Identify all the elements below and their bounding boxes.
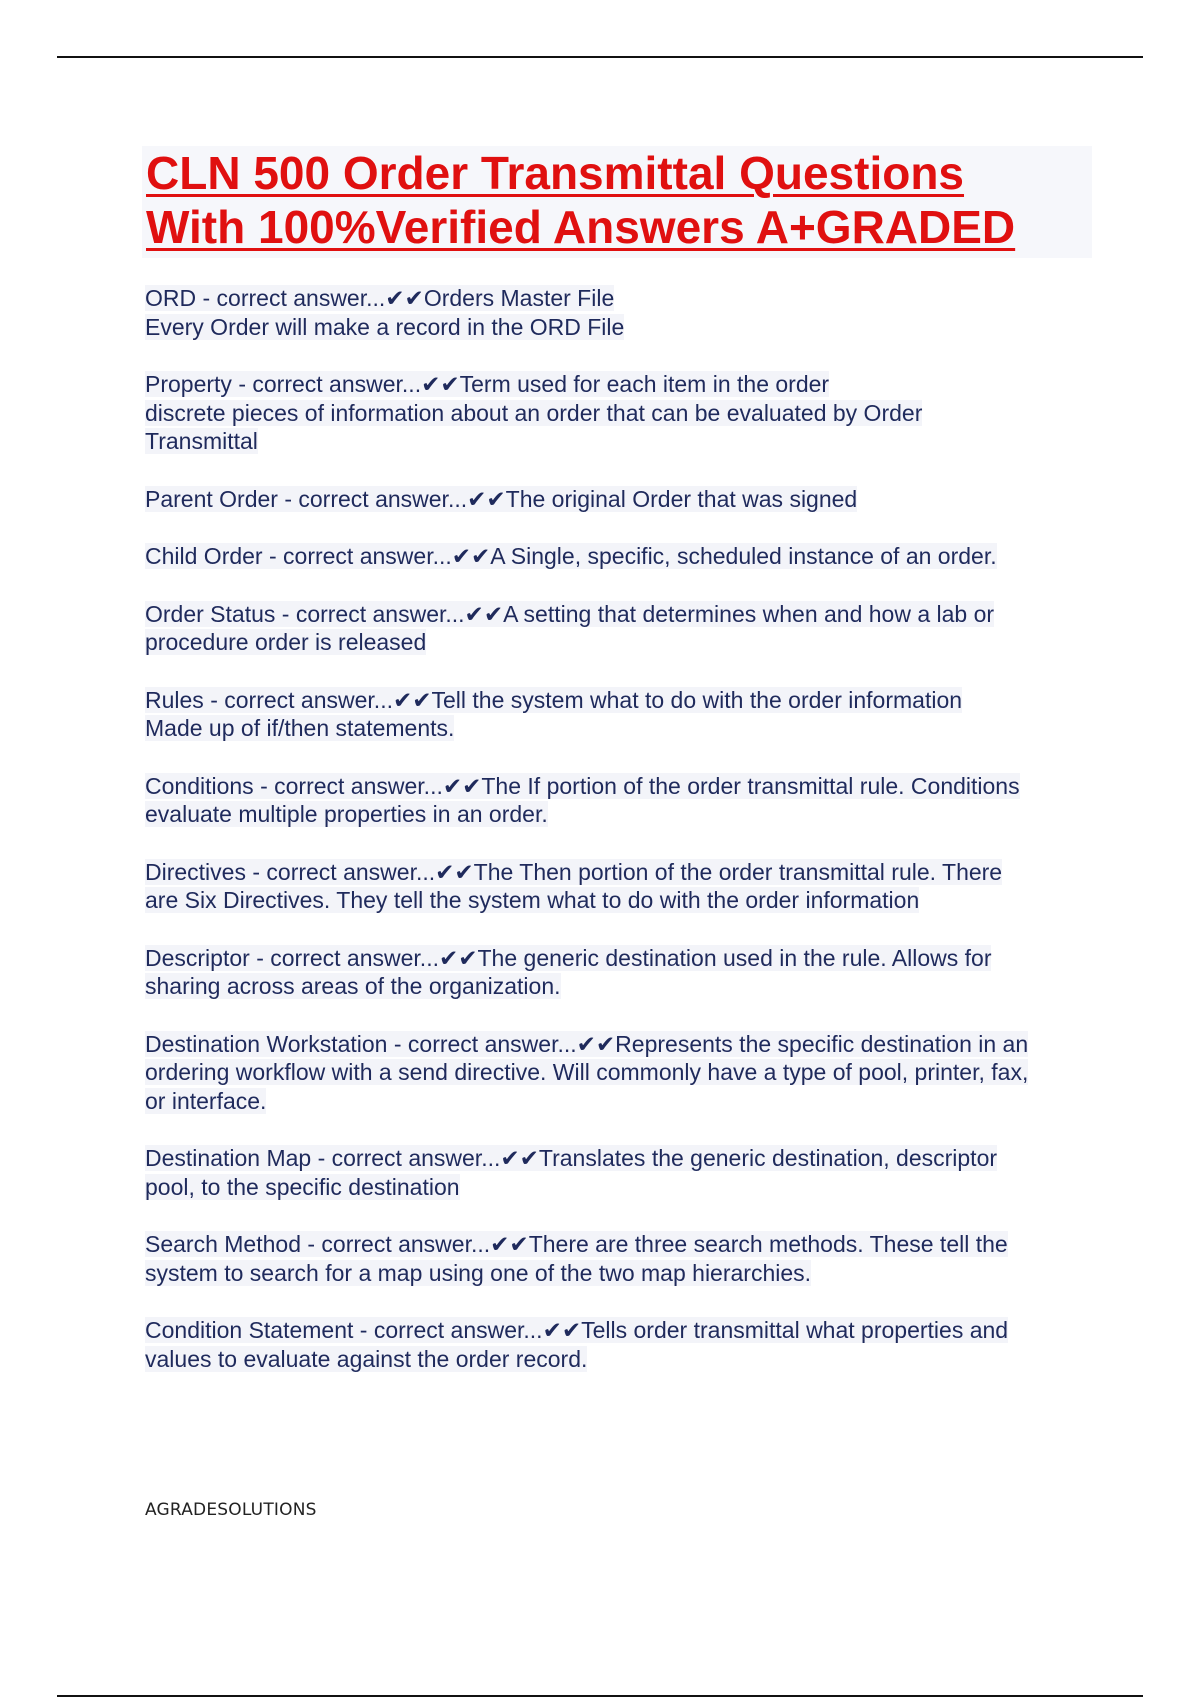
qa-entry [142,284,1102,341]
qa-entry-line [145,313,1102,342]
qa-entry [142,686,1102,743]
qa-entry-text: procedure order is released [145,629,427,655]
qa-entry-line [145,1173,1102,1202]
qa-entry-text: pool, to the specific destination [145,1173,460,1200]
qa-entry [142,772,1102,829]
qa-entry-line [145,886,1102,915]
title-line: With 100%Verified Answers A+GRADED [146,201,1016,253]
qa-entry [142,370,1102,456]
qa-entry [142,542,1102,571]
qa-entry [142,1230,1102,1287]
qa-entry-line [145,628,1102,657]
qa-entry-line [145,944,1102,973]
qa-entry-text: Conditions - correct answer...✔✔The If portion of the order transmittal rule. Conditions [145,772,1020,799]
qa-entry-line [145,1030,1102,1059]
document-title [142,146,1092,258]
qa-entry-line [145,427,1102,456]
qa-entry-line [145,542,1102,571]
qa-entry-text: evaluate multiple properties in an order. [145,801,548,827]
qa-entry-line [145,1144,1102,1173]
qa-entry-text: Condition Statement - correct answer...✔✔Tells order transmittal what properties and [145,1317,1009,1343]
top-divider [57,56,1143,58]
qa-entry-line [145,1316,1102,1345]
qa-entry-text: Rules - correct answer...✔✔Tell the system what to do with the order information [145,686,963,713]
qa-entry [142,1030,1102,1116]
qa-entry-line [145,1345,1102,1374]
qa-entry-text: ORD - correct answer...✔✔Orders Master File [145,285,615,311]
qa-entry-line [145,284,1102,313]
qa-entry [142,485,1102,514]
qa-entry-text: Order Status - correct answer...✔✔A setting that determines when and how a lab or [145,600,995,627]
bottom-divider [57,1695,1143,1697]
qa-entry-text: system to search for a map using one of the two map hierarchies. [145,1259,812,1286]
qa-entry-text: Directives - correct answer...✔✔The Then portion of the order transmittal rule. There [145,858,1003,885]
footer-brand: AGRADESOLUTIONS [145,1500,317,1520]
qa-entry-text: Destination Map - correct answer...✔✔Translates the generic destination, descriptor [145,1145,998,1171]
qa-entry-line [145,370,1102,399]
qa-entry-line [145,1230,1102,1259]
qa-entry-line [145,858,1102,887]
qa-entry-text: Descriptor - correct answer...✔✔The generic destination used in the rule. Allows for [145,944,992,971]
qa-entry-line [145,686,1102,715]
qa-entry-text: Every Order will make a record in the ORD File [145,313,625,340]
qa-entry-line [145,772,1102,801]
qa-entry-text: Parent Order - correct answer...✔✔The original Order that was signed [145,485,858,512]
qa-entry-line [145,972,1102,1001]
qa-entry-line [145,1087,1102,1116]
qa-entry [142,944,1102,1001]
qa-entry-text: values to evaluate against the order record. [145,1345,588,1372]
qa-entry-line [145,1058,1102,1087]
qa-entry-text: Child Order - correct answer...✔✔A Single, specific, scheduled instance of an order. [145,543,997,569]
qa-entry-text: Destination Workstation - correct answer...✔✔Represents the specific destination in an [145,1030,1029,1057]
qa-entry-line [145,485,1102,514]
qa-entry-line [145,1259,1102,1288]
qa-list [142,284,1102,1402]
qa-entry-line [145,800,1102,829]
qa-entry-text: Property - correct answer...✔✔Term used for each item in the order [145,371,830,397]
title-line: CLN 500 Order Transmittal Questions [146,147,965,199]
qa-entry [142,858,1102,915]
qa-entry-text: sharing across areas of the organization. [145,973,561,999]
qa-entry [142,1144,1102,1201]
qa-entry-text: ordering workflow with a send directive. Will commonly have a type of pool, printer, fax, [145,1059,1029,1085]
qa-entry [142,1316,1102,1373]
qa-entry [142,600,1102,657]
qa-entry-line [145,714,1102,743]
qa-entry-text: Search Method - correct answer...✔✔There are three search methods. These tell the [145,1231,1008,1257]
qa-entry-line [145,600,1102,629]
qa-entry-line [145,399,1102,428]
qa-entry-text: discrete pieces of information about an order that can be evaluated by Order [145,399,923,426]
qa-entry-text: are Six Directives. They tell the system what to do with the order information [145,887,920,913]
qa-entry-text: Made up of if/then statements. [145,715,455,741]
qa-entry-text: or interface. [145,1087,267,1114]
qa-entry-text: Transmittal [145,428,258,454]
